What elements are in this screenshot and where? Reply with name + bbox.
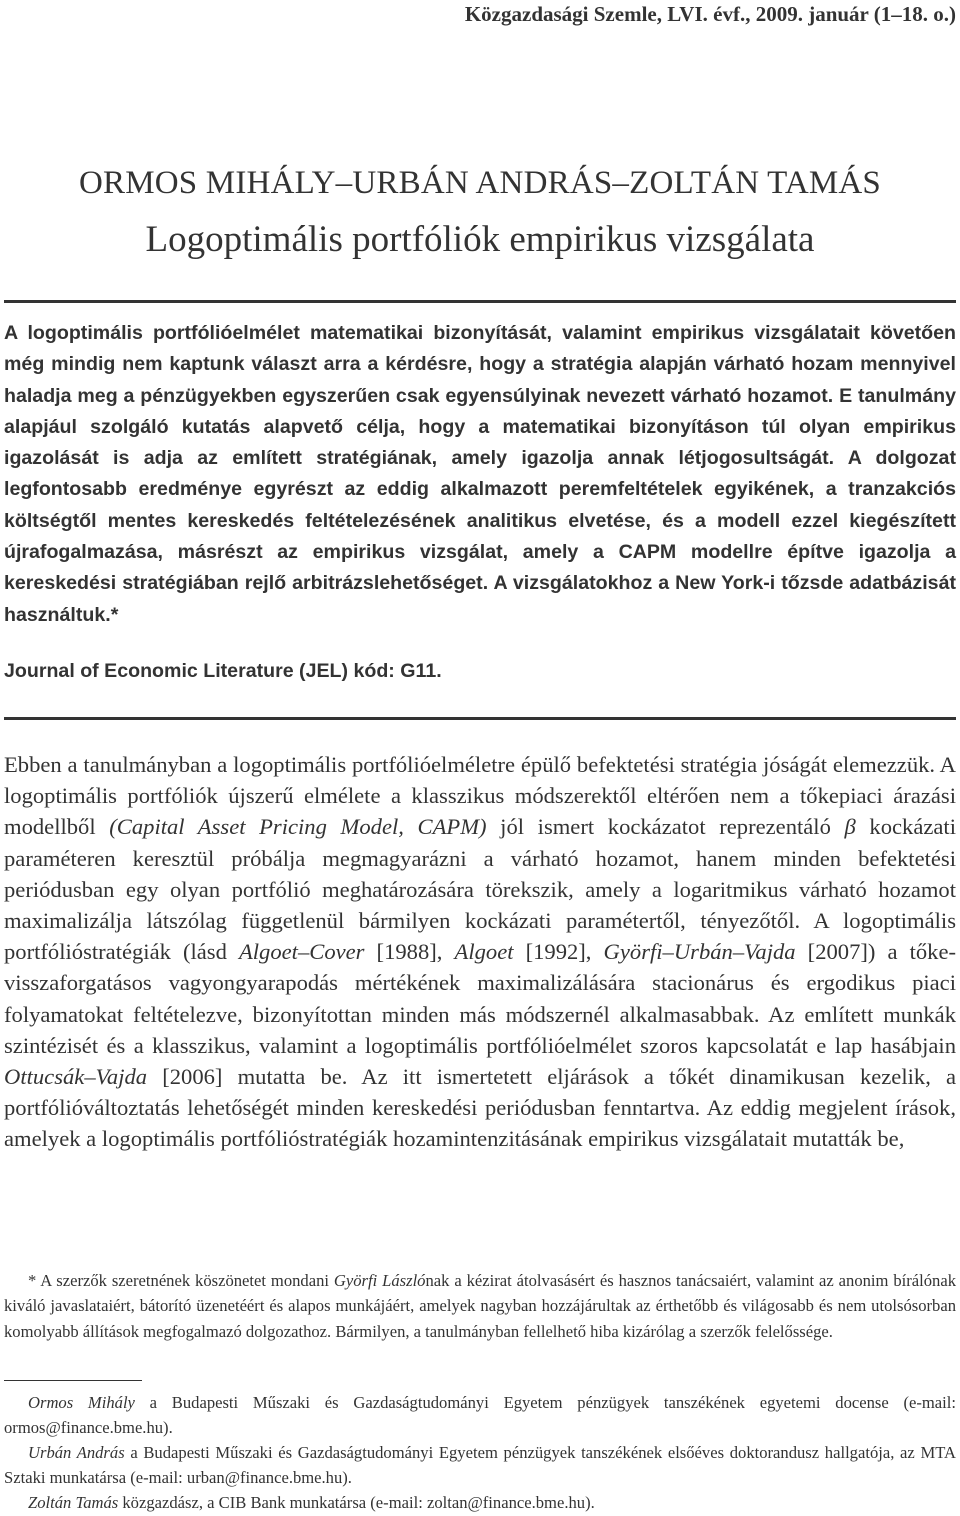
- jel-code: Journal of Economic Literature (JEL) kód: G11.: [4, 660, 442, 682]
- affiliation-zoltan: [4, 1490, 956, 1515]
- affiliation-run: közgazdász, a CIB Bank munkatársa (e-mail: zoltan@finance.bme.hu).: [118, 1493, 595, 1512]
- article-authors: ORMOS MIHÁLY–URBÁN ANDRÁS–ZOLTÁN TAMÁS: [78, 165, 881, 201]
- abstract-bottom-rule: [4, 717, 956, 720]
- citation: Ottucsák–Vajda: [4, 1064, 148, 1090]
- capm-term: (Capital Asset Pricing Model, CAPM): [109, 814, 487, 840]
- running-head: Közgazdasági Szemle, LVI. évf., 2009. január (1–18. o.): [464, 2, 956, 26]
- abstract: [4, 318, 956, 631]
- beta-symbol: β: [844, 814, 856, 840]
- affiliation-name: Ormos Mihály: [28, 1393, 135, 1412]
- footnote-run: * A szerzők szeretnének köszönetet mondani: [28, 1271, 334, 1290]
- affiliation-ormos: [4, 1390, 956, 1441]
- body-run: Ebben a tanulmányban a logoptimális portfólióelméletre épülő befektetési stratégia jóságát elemezzük. A logoptimális portfóliók újszerű elmélete a klasszikus módszerektől eltérően nem a tőkepiaci árazási modellből: [4, 752, 956, 840]
- citation: Algoet: [454, 939, 514, 965]
- footnote-rule: [4, 1380, 142, 1381]
- affiliation-run: a Budapesti Műszaki és Gazdaságtudományi Egyetem pénzügyek tanszékének elsőéves doktorandusz hallgatója, az MTA Sztaki munkatársa (e-mail: urban@finance.bme.hu).: [4, 1443, 956, 1488]
- body-run: [1992],: [513, 939, 604, 965]
- footnote-run: nak a kézirat átolvasásért és hasznos tanácsaiért, valamint az anonim bírálónak kiváló javaslataiért, bátorító üzenetéért és alapos munkájáért, amelyek nagyban hozzájárultak az érthetőbb és világosabb és nem utolsósorban komolyabb állítások megfogalmazó dolgozathoz. Bármilyen, a tanulmányban fellelhető hiba kizárólag a szerzők felelőssége.: [4, 1271, 956, 1341]
- article-title: Logoptimális portfóliók empirikus vizsgálata: [145, 219, 815, 260]
- citation: Algoet–Cover: [238, 939, 365, 965]
- affiliation-text: [4, 1490, 956, 1515]
- body-run: [1988],: [364, 939, 455, 965]
- affiliation-name: Urbán András: [28, 1443, 125, 1462]
- body-run: [2007]) a tőke-visszaforgatásos vagyongyarapodás mértékének maximalizálására stacionárus és ergodikus piaci folyamatokat feltételezve, bizonyítottan minden más módszernél alkalmasabbak. Az említett munkák szintézisét és a klasszikus, valamint a logoptimális portfólióelmélet szoros kapcsolatát e lap hasábjain: [4, 939, 957, 1058]
- body-paragraph: [4, 749, 956, 1155]
- abstract-top-rule: [4, 300, 956, 303]
- affiliation-text: [4, 1390, 956, 1441]
- acknowledgement-footnote: [4, 1268, 956, 1344]
- abstract-text: A logoptimális portfólióelmélet matematikai bizonyítását, valamint empirikus vizsgálatait követően még mindig nem kaptunk választ arra a kérdésre, hogy a stratégia alapján várható hozam mennyivel haladja meg a pénzügyekben egyszerűen csak egyensúlyinak nevezett várható hozamot. E tanulmány alapjául szolgáló kutatás alapvető célja, hogy a matematikai bizonyításon túl olyan empirikus igazolását is adja az említett stratégiának, amely igazolja annak létjogosultságát. A dolgozat legfontosabb eredménye egyrészt az eddig alkalmazott peremfeltételek egyikének, a tranzakciós költségtől mentes kereskedés feltételezésének analitikus elvetése, és a modell ezzel kiegészített újrafogalmazása, másrészt az empirikus vizsgálat, amely a CAPM modellre építve igazolja a kereskedési stratégiában rejlő arbitrázslehetőséget. A vizsgálatokhoz a New York-i tőzsde adatbázisát használtuk.*: [4, 322, 956, 626]
- affiliation-run: a Budapesti Műszaki és Gazdaságtudományi Egyetem pénzügyek tanszékének egyetemi docense (e-mail: ormos@finance.bme.hu).: [4, 1393, 956, 1438]
- affiliation-urban: [4, 1440, 956, 1491]
- footnote-text: [4, 1268, 956, 1344]
- body-run: kockázati paraméteren keresztül próbálja megmagyarázni a várható hozamot, hanem minden befektetési periódusban egy olyan portfólió meghatározására törekszik, amely a logaritmikus várható hozamot maximalizálja látszólag függetlenül bármilyen kockázati paramétertől, tényezőtől. A logoptimális portfólióstratégiák (lásd: [4, 814, 956, 965]
- affiliation-name: Zoltán Tamás: [28, 1493, 119, 1512]
- body-run: jól ismert kockázatot reprezentáló: [486, 814, 845, 840]
- citation: Györfi–Urbán–Vajda: [603, 939, 796, 965]
- affiliation-text: [4, 1440, 956, 1491]
- footnote-name: Györfi László: [333, 1271, 426, 1290]
- body-text: [4, 749, 956, 1155]
- body-run: [2006] mutatta be. Az itt ismertetett eljárások a tőkét dinamikusan kezelik, a portfólióváltoztatás lehetőségét minden kereskedési periódusban fenntartva. Az eddig megjelent írások, amelyek a logoptimális portfólióstratégiák hozamintenzitásának empirikus vizsgálatait mutatták be,: [4, 1064, 956, 1152]
